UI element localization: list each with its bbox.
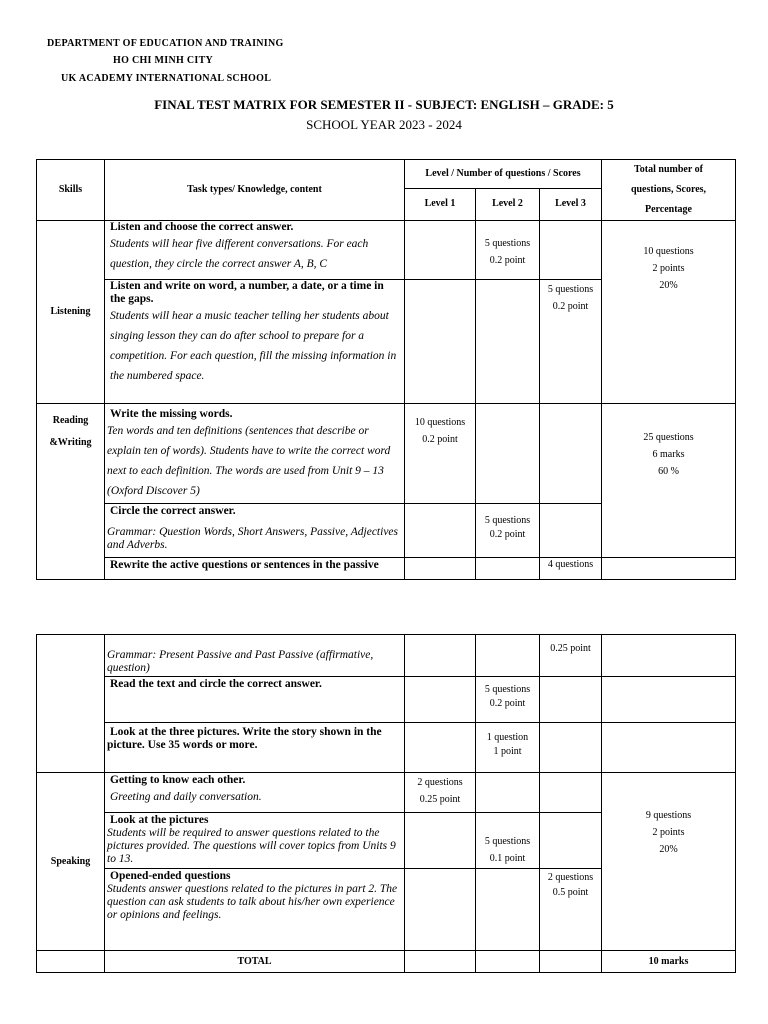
school-name: UK ACADEMY INTERNATIONAL SCHOOL xyxy=(61,73,272,84)
speaking-task3-level3: 2 questions 0.5 point xyxy=(540,869,602,951)
department-name: DEPARTMENT OF EDUCATION AND TRAINING xyxy=(47,38,284,49)
table-row xyxy=(37,773,736,813)
listening-total: 10 questions 2 points 20% xyxy=(602,221,736,404)
task-read-text: Read the text and circle the correct answer. xyxy=(105,677,405,723)
test-matrix-table-part2 xyxy=(36,634,736,973)
task-write-missing-words: Write the missing words. Ten words and ten definitions (sentences that describe or explain ten of words). Students have to write the correct word next to each definition. The words are used from Unit 9 – 13 (Oxford Discover 5) xyxy=(105,404,405,504)
table-row xyxy=(37,404,736,504)
skill-speaking: Speaking xyxy=(37,773,105,951)
rw-total: 25 questions 6 marks 60 % xyxy=(602,404,736,558)
listening-task1-level2: 5 questions 0.2 point xyxy=(476,221,540,280)
task-listen-write: Listen and write on word, a number, a date, or a time in the gaps. Students will hear a music teacher telling her students about singing lesson they can do after school to prepare for a competition. For each question, fill the missing information in the numbered space. xyxy=(105,280,405,404)
task-pictures-story: Look at the three pictures. Write the story shown in the picture. Use 35 words or more. xyxy=(105,723,405,773)
level2-header: Level 2 xyxy=(476,188,540,220)
task-types-header: Task types/ Knowledge, content xyxy=(105,160,405,221)
table-row xyxy=(37,951,736,973)
table-row xyxy=(37,635,736,677)
table-row xyxy=(37,558,736,580)
task-circle-correct-answer: Circle the correct answer. Grammar: Question Words, Short Answers, Passive, Adjectives and Adverbs. xyxy=(105,504,405,558)
test-matrix-table-part1 xyxy=(36,159,736,580)
total-header: Total number of questions, Scores, Percentage xyxy=(602,160,736,221)
rw-task3-level3: 4 questions xyxy=(540,558,602,580)
city-name: HO CHI MINH CITY xyxy=(113,55,214,66)
level-group-header: Level / Number of questions / Scores xyxy=(405,160,602,189)
rw-task1-level1: 10 questions 0.2 point xyxy=(405,404,476,504)
rw-task2-level2: 5 questions 0.2 point xyxy=(476,504,540,558)
speaking-task1-level1: 2 questions 0.25 point xyxy=(405,773,476,813)
task-look-at-pictures: Look at the pictures Students will be required to answer questions related to the pictures provided. The questions will cover topics from Units 9 to 13. xyxy=(105,813,405,869)
speaking-task2-level2: 5 questions 0.1 point xyxy=(476,813,540,869)
level3-header: Level 3 xyxy=(540,188,602,220)
table-row xyxy=(37,677,736,723)
skill-reading-writing: Reading &Writing xyxy=(37,404,105,580)
table-row xyxy=(37,221,736,280)
task-getting-to-know: Getting to know each other. Greeting and daily conversation. xyxy=(105,773,405,813)
table-row xyxy=(37,723,736,773)
read-text-level2: 5 questions 0.2 point xyxy=(476,677,540,723)
task-rewrite-passive: Rewrite the active questions or sentences in the passive xyxy=(105,558,405,580)
document-title: FINAL TEST MATRIX FOR SEMESTER II - SUBJECT: ENGLISH – GRADE: 5 xyxy=(154,97,614,112)
total-marks: 10 marks xyxy=(602,951,736,973)
level1-header: Level 1 xyxy=(405,188,476,220)
speaking-total: 9 questions 2 points 20% xyxy=(602,773,736,951)
task-listen-choose: Listen and choose the correct answer. Students will hear five different conversations. For each question, they circle the correct answer A, B, C xyxy=(105,221,405,280)
school-year: SCHOOL YEAR 2023 - 2024 xyxy=(306,117,462,132)
task-open-ended-questions: Opened-ended questions Students answer questions related to the pictures in part 2. The question can ask students to talk about his/her own experience or opinions and feelings. xyxy=(105,869,405,951)
skill-listening: Listening xyxy=(37,221,105,404)
pictures-story-level2: 1 question 1 point xyxy=(476,723,540,773)
total-label: TOTAL xyxy=(105,951,405,973)
listening-task2-level3: 5 questions 0.2 point xyxy=(540,280,602,404)
rewrite-level3-score: 0.25 point xyxy=(540,635,602,677)
skills-header: Skills xyxy=(37,160,105,221)
task-rewrite-passive-cont: Grammar: Present Passive and Past Passive (affirmative, question) xyxy=(105,635,405,677)
